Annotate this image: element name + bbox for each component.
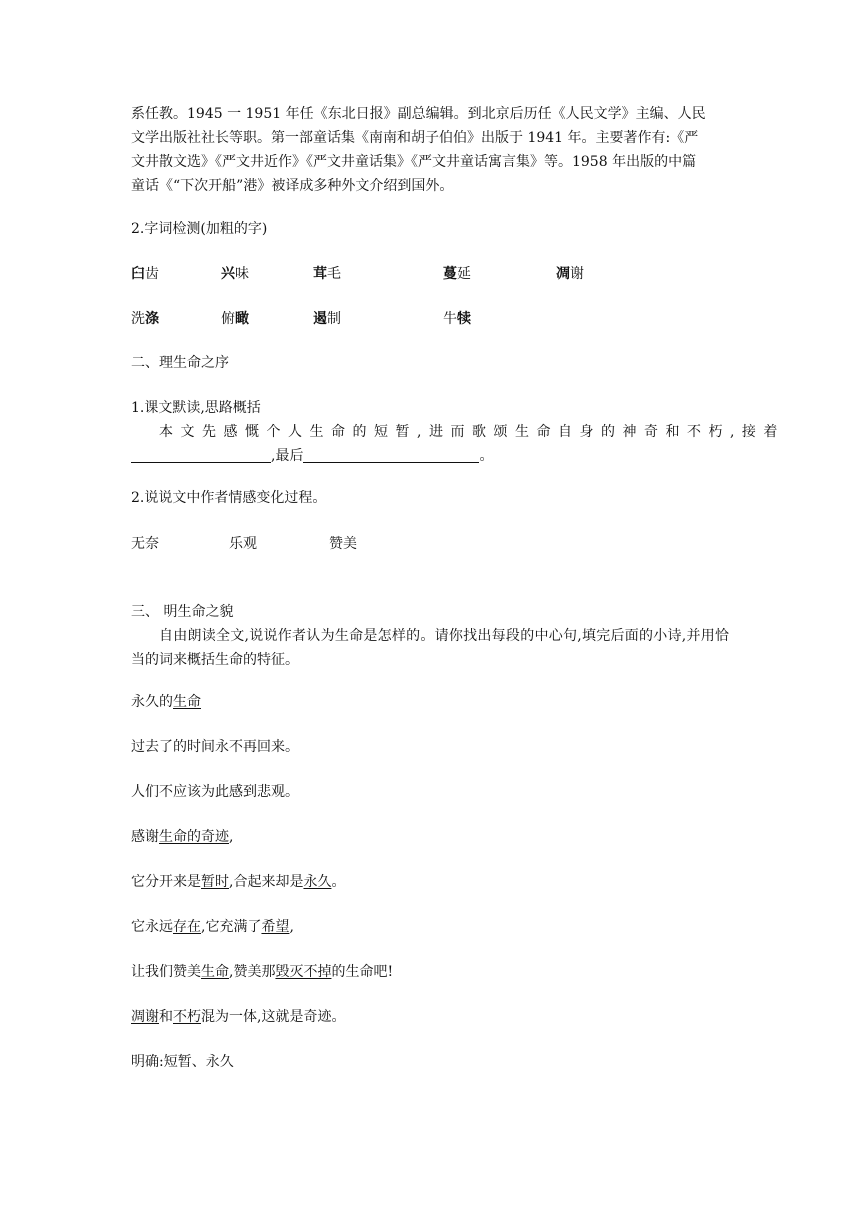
poem-line: 它分开来是暂时,合起来却是永久。 (131, 874, 346, 890)
section-3-intro: 自由朗读全文,说说作者认为生命是怎样的。请你找出每段的中心句,填完后面的小诗,并用恰当的词来概括生命的特征。 (131, 628, 729, 668)
vocab-heading: 2.字词检测(加粗的字) (131, 221, 268, 237)
poem-line: 让我们赞美生命,赞美那毁灭不掉的生命吧! (131, 964, 394, 980)
answer-blank[interactable] (131, 446, 271, 463)
poem-line: 感谢生命的奇迹, (131, 829, 234, 845)
vocab-word: 兴味 (221, 266, 249, 282)
q1-text: 本文先感慨个人生命的短暂,进而歌颂生命自身的神奇和不朽,接着 (159, 424, 785, 440)
answer-blank[interactable] (303, 446, 479, 463)
q1-blanks: ,最后 。 (131, 446, 493, 466)
q1-heading: 1.课文默读,思路概括 (131, 400, 261, 416)
section-3-heading: 三、 明生命之貌 (131, 604, 234, 620)
bio-line-4: 童话《“下次开船”港》被译成多种外文介绍到国外。 (131, 178, 454, 194)
emotion-word: 赞美 (329, 536, 357, 552)
poem-line: 人们不应该为此感到悲观。 (131, 784, 299, 800)
vocab-word: 洗涤 (131, 311, 159, 327)
emotion-word: 无奈 (131, 536, 159, 552)
bio-line-3: 文井散文选》《严文井近作》《严文井童话集》《严文井童话寓言集》等。1958 年出版的中篇 (131, 154, 697, 170)
vocab-word: 臼齿 (131, 266, 159, 282)
emotion-word: 乐观 (229, 536, 257, 552)
vocab-word: 茸毛 (313, 266, 341, 282)
answer-line: 明确:短暂、永久 (131, 1054, 234, 1070)
vocab-word: 牛犊 (443, 311, 471, 327)
bio-line-2: 文学出版社社长等职。第一部童话集《南南和胡子伯伯》出版于 1941 年。主要著作有:《严 (131, 130, 699, 146)
vocab-word: 蔓延 (443, 266, 471, 282)
poem-line: 过去了的时间永不再回来。 (131, 739, 299, 755)
q2-heading: 2.说说文中作者情感变化过程。 (131, 490, 327, 506)
bio-line-1: 系任教。1945 一 1951 年任《东北日报》副总编辑。到北京后历任《人民文学》主编、人民 (131, 106, 706, 122)
poem-line: 它永远存在,它充满了希望, (131, 919, 294, 935)
poem-title: 永久的生命 (131, 694, 201, 710)
poem-line: 凋谢和不朽混为一体,这就是奇迹。 (131, 1009, 346, 1025)
vocab-word: 凋谢 (556, 266, 584, 282)
section-2-heading: 二、理生命之序 (131, 355, 229, 371)
vocab-word: 遏制 (313, 311, 341, 327)
vocab-word: 俯瞰 (221, 311, 249, 327)
